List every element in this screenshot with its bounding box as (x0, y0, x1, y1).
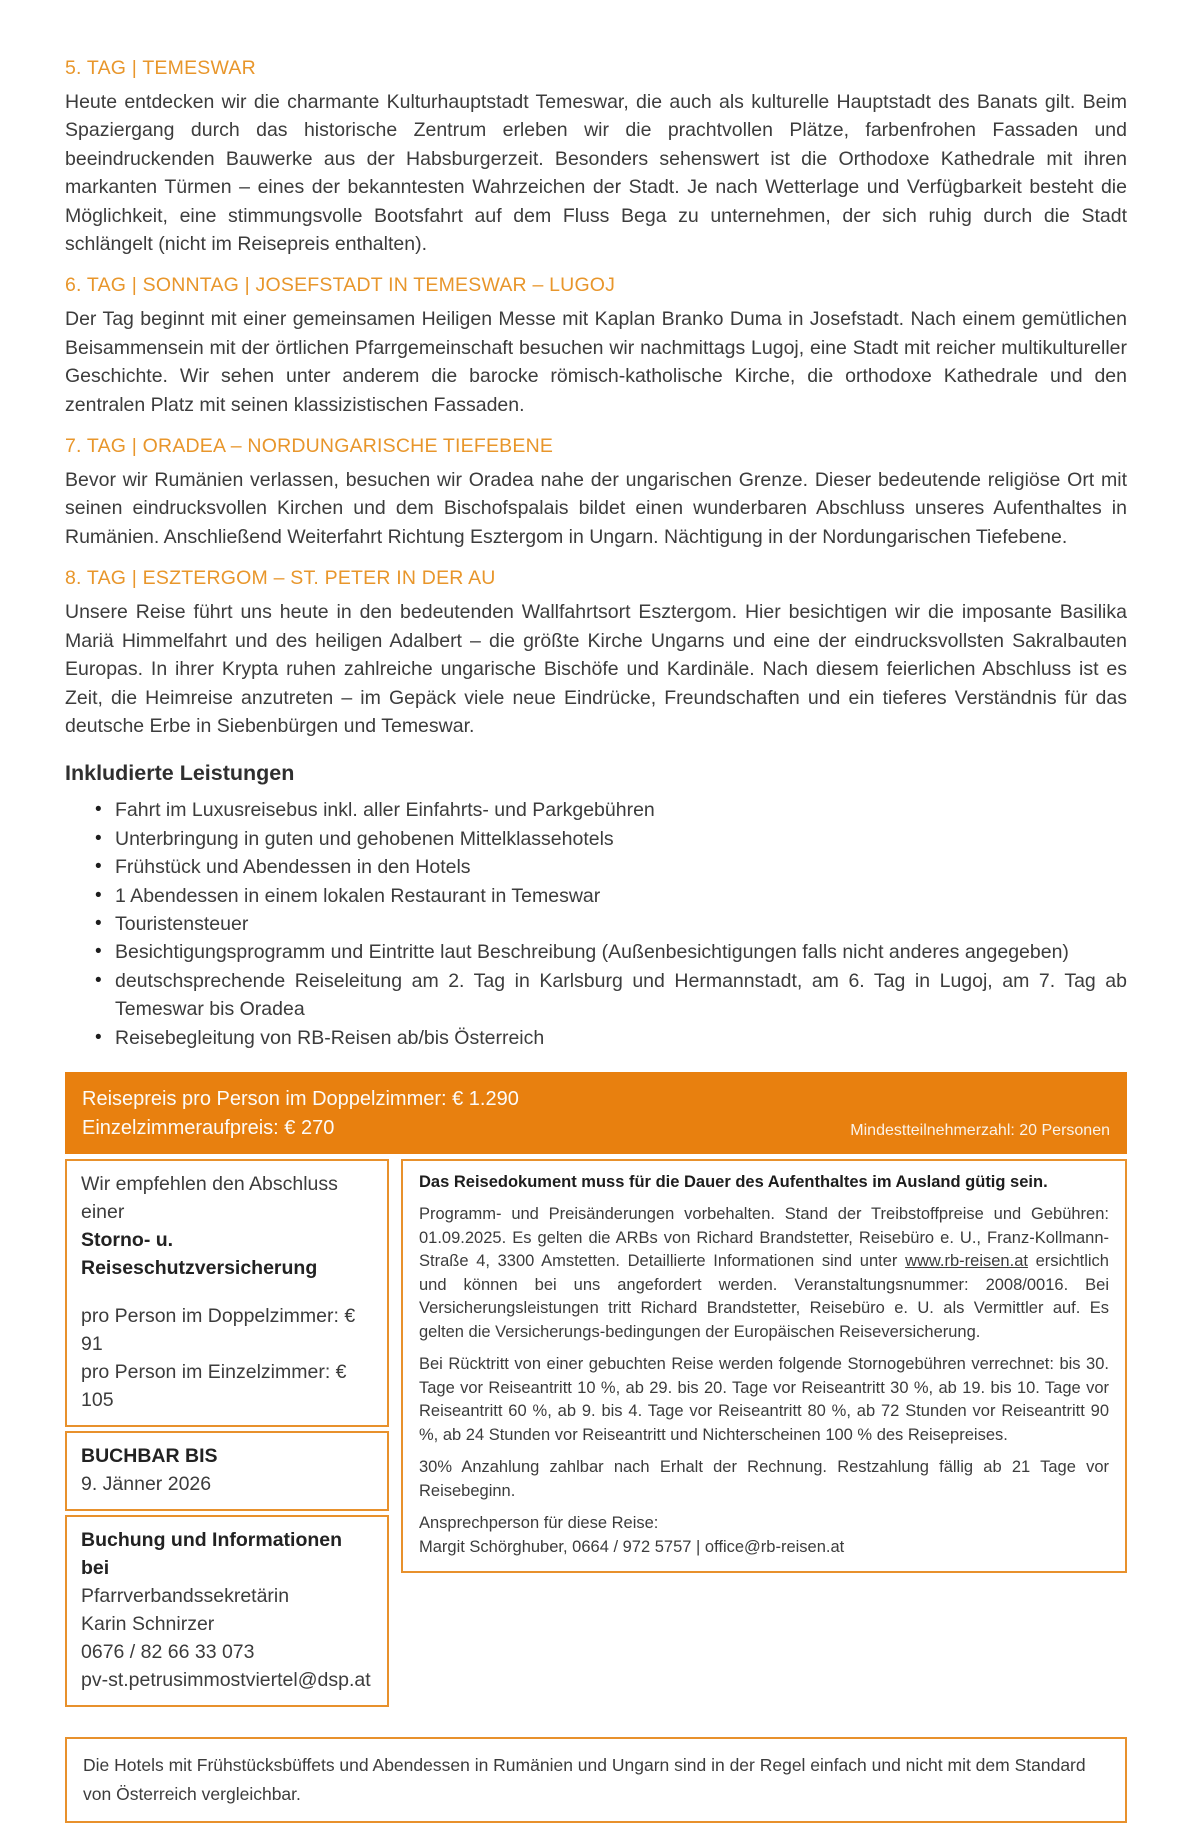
info-right-column (401, 1159, 1127, 1574)
booking-contact-email: pv-st.petrusimmostviertel@dsp.at (81, 1668, 371, 1691)
day5-paragraph: Heute entdecken wir die charmante Kulturhauptstadt Temeswar, die auch als kulturelle Hauptstadt des Banats gilt. Beim Spaziergang durch das historische Zentrum erleben wir die prachtvollen Plätze, farbenfrohen Fassaden und beeindruckenden Bauwerke aus der Habsburgerzeit. Besonders sehenswert ist die Orthodoxe Kathedrale mit ihren markanten Türmen – eines der bekanntesten Wahrzeichen der Stadt. Je nach Wetterlage und Verfügbarkeit besteht die Möglichkeit, eine stimmungsvolle Bootsfahrt auf dem Fluss Bega zu unternehmen, der sich ruhig durch die Stadt schlängelt (nicht im Reisepreis enthalten). (65, 91, 1127, 256)
list-item: • 1 Abendessen in einem lokalen Restaurant in Temeswar (65, 882, 1127, 910)
day7-paragraph: Bevor wir Rumänien verlassen, besuchen wir Oradea nahe der ungarischen Grenze. Dieser bedeutende religiöse Ort mit seinen eindrucksvollen Kirchen und dem Bischofspalais bildet einen wunderbaren Abschluss unseres Aufenthaltes in Rumänien. Anschließend Weiterfahrt Richtung Esztergom in Ungarn. Nächtigung in der Nordungarischen Tiefebene. (65, 469, 1127, 548)
contact-person-label: Ansprechperson für diese Reise: (419, 1514, 659, 1533)
day7-heading: 7. TAG | ORADEA – NORDUNGARISCHE TIEFEBENE (65, 435, 554, 458)
bookable-until-label: BUCHBAR BIS (81, 1444, 218, 1467)
bookable-until-box (65, 1431, 389, 1511)
info-columns (65, 1159, 1127, 1707)
day5-heading: 5. TAG | TEMESWAR (65, 57, 256, 79)
contact-person-value: Margit Schörghuber, 0664 / 972 5757 | office@rb-reisen.at (419, 1537, 845, 1556)
price-banner (65, 1072, 1127, 1154)
insurance-price-double: pro Person im Doppelzimmer: € 91 (81, 1304, 356, 1355)
list-item: • Besichtigungsprogramm und Eintritte laut Beschreibung (Außenbesichtigungen falls nicht anderes angegeben) (65, 938, 1127, 966)
price-double-room: Reisepreis pro Person im Doppelzimmer: € 1.290 (82, 1087, 519, 1110)
insurance-title: Storno- u. Reiseschutzversicherung (81, 1228, 318, 1279)
info-left-column (65, 1159, 389, 1707)
single-room-surcharge: Einzelzimmeraufpreis: € 270 (82, 1116, 335, 1139)
booking-contact-role: Pfarrverbandssekretärin (81, 1584, 290, 1607)
hotels-note-box: Die Hotels mit Frühstücksbüffets und Abendessen in Rumänien und Ungarn sind in der Regel einfach und nicht mit dem Standard von Österreich vergleichbar. (65, 1737, 1127, 1823)
terms-p1-before: Programm- und Preisänderungen vorbehalten. Stand der Treibstoffpreise und Gebühren: 01.09.2025. Es gelten die ARBs von Richard Brandstetter, Reisebüro e. U., Franz-Kollmann-Straße 4, 3300 Amstetten. Detaillierte Informationen sind unter (419, 1205, 1109, 1271)
terms-paragraph-cancellation: Bei Rücktritt von einer gebuchten Reise werden folgende Stornogebühren verrechnet: bis 30. Tage vor Reiseantritt 10 %, ab 29. bis 20. Tage vor Reiseantritt 30 %, ab 19. bis 10. Tage vor Reiseantritt 60 %, ab 9. bis 4. Tage vor Reiseantritt 80 %, ab 72 Stunden vor Reiseantritt 90 %, ab 24 Stunden vor Reiseantritt und Nichterscheinen 100 % des Reisepreises. (419, 1355, 1109, 1444)
included-services-heading: Inkludierte Leistungen (65, 761, 295, 786)
list-item: • Fahrt im Luxusreisebus inkl. aller Einfahrts- und Parkgebühren (65, 796, 1127, 824)
day8-paragraph: Unsere Reise führt uns heute in den bedeutenden Wallfahrtsort Esztergom. Hier besichtigen wir die imposante Basilika Mariä Himmelfahrt und des heiligen Adalbert – die größte Kirche Ungarns und eine der eindrucksvollsten Sakralbauten Europas. In ihrer Krypta ruhen zahlreiche ungarische Bischöfe und Kardinäle. Nach diesem feierlichen Abschluss ist es Zeit, die Heimreise anzutreten – im Gepäck viele neue Eindrücke, Freundschaften und ein tieferes Verständnis für das deutsche Erbe in Siebenbürgen und Temeswar. (65, 601, 1127, 737)
list-item: • Frühstück und Abendessen in den Hotels (65, 853, 1127, 881)
rb-reisen-link[interactable]: www.rb-reisen.at (905, 1252, 1028, 1271)
booking-contact-name: Karin Schnirzer (81, 1612, 215, 1635)
terms-paragraph-program (419, 1203, 1109, 1344)
bookable-until-date: 9. Jänner 2026 (81, 1472, 212, 1495)
min-participants: Mindestteilnehmerzahl: 20 Personen (850, 1121, 1110, 1139)
list-item: • Touristensteuer (65, 910, 1127, 938)
insurance-box (65, 1159, 389, 1427)
included-services-list (65, 796, 1127, 1052)
day8-heading: 8. TAG | ESZTERGOM – ST. PETER IN DER AU (65, 567, 496, 590)
day6-heading: 6. TAG | SONNTAG | JOSEFSTADT IN TEMESWAR – LUGOJ (65, 274, 616, 297)
list-item: • Reisebegleitung von RB-Reisen ab/bis Österreich (65, 1024, 1127, 1052)
insurance-intro: Wir empfehlen den Abschluss einer (81, 1172, 338, 1223)
terms-box (401, 1159, 1127, 1574)
terms-p1-after: ersichtlich und können bei uns angefordert werden. Veranstaltungsnummer: 2008/0016. Bei Versicherungsleistungen tritt Richard Brandstetter, Reisebüro e. U. als Vermittler auf. Es gelten die Versicherungs-bedingungen der Europäischen Reiseversicherung. (419, 1252, 1109, 1341)
terms-paragraph-payment: 30% Anzahlung zahlbar nach Erhalt der Rechnung. Restzahlung fällig ab 21 Tage vor Reisebeginn. (419, 1458, 1109, 1500)
list-item: • Unterbringung in guten und gehobenen Mittelklassehotels (65, 825, 1127, 853)
travel-document-note: Das Reisedokument muss für die Dauer des Aufenthaltes im Ausland gütig sein. (419, 1172, 1048, 1191)
list-item: • deutschsprechende Reiseleitung am 2. Tag in Karlsburg und Hermannstadt, am 6. Tag in Lugoj, am 7. Tag ab Temeswar bis Oradea (65, 967, 1127, 1024)
booking-contact-phone: 0676 / 82 66 33 073 (81, 1640, 255, 1663)
booking-contact-title: Buchung und Informationen bei (81, 1528, 343, 1579)
insurance-price-single: pro Person im Einzelzimmer: € 105 (81, 1360, 347, 1411)
booking-contact-box (65, 1515, 389, 1707)
day6-paragraph: Der Tag beginnt mit einer gemeinsamen Heiligen Messe mit Kaplan Branko Duma in Josefstadt. Nach einem gemütlichen Beisammensein mit der örtlichen Pfarrgemeinschaft besuchen wir nachmittags Lugoj, eine Stadt mit reicher multikultureller Geschichte. Wir sehen unter anderem die barocke römisch-katholische Kirche, die orthodoxe Kathedrale und den zentralen Platz mit seinen klassizistischen Fassaden. (65, 308, 1127, 416)
